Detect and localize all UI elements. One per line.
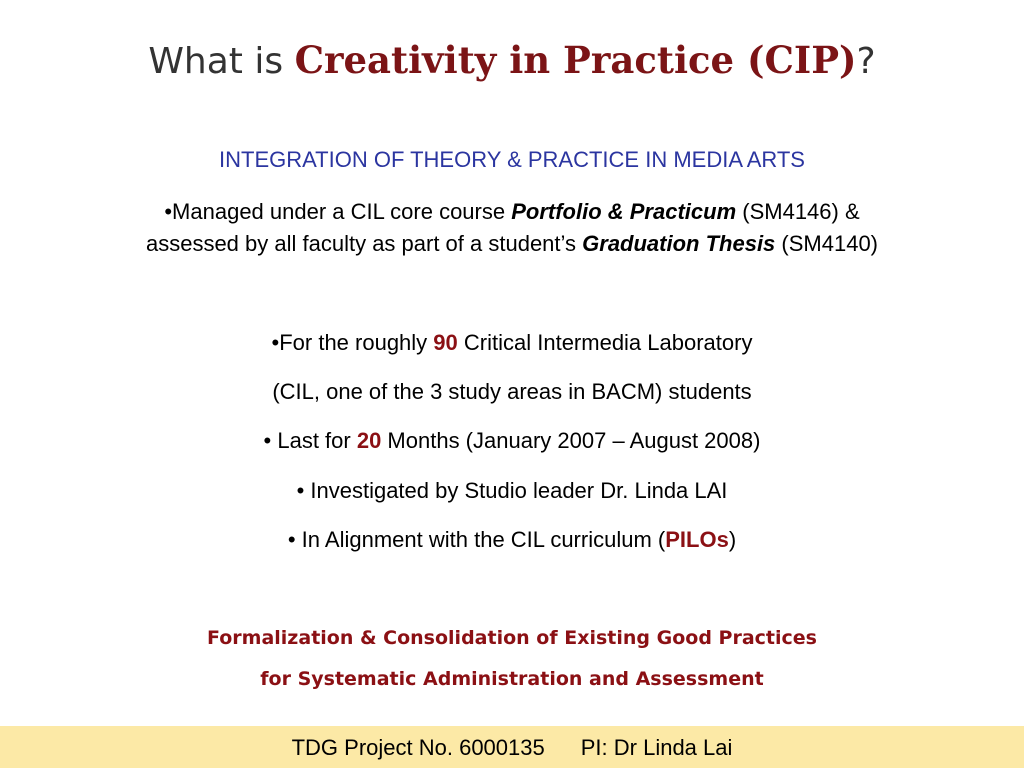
closing-line-1: Formalization & Consolidation of Existing Good Practices [207, 627, 817, 649]
slide-title [0, 34, 1024, 88]
pilos-highlight: PILOs [665, 527, 729, 552]
managed-line-1 [20, 196, 1004, 228]
title-suffix: ? [856, 41, 876, 82]
closing-line-2: for Systematic Administration and Assessment [260, 668, 764, 690]
students-number: 90 [433, 330, 458, 355]
managed-text-4: (SM4140) [775, 231, 879, 256]
subtitle: INTEGRATION OF THEORY & PRACTICE IN MEDIA ARTS [219, 147, 805, 172]
footer-bar [0, 726, 1024, 768]
managed-paragraph [20, 196, 1004, 260]
title-prefix: What is [148, 41, 295, 82]
bullet-duration [0, 426, 1024, 456]
students-pre: •For the roughly [271, 330, 434, 355]
bullet-investigator: • Investigated by Studio leader Dr. Linda LAI [296, 478, 728, 503]
alignment-pre: • In Alignment with the CIL curriculum ( [287, 527, 666, 552]
footer-pi: PI: Dr Linda Lai [580, 735, 733, 760]
thesis-name: Graduation Thesis [582, 231, 776, 256]
bullet-students-cont: (CIL, one of the 3 study areas in BACM) students [272, 379, 752, 404]
duration-post: Months (January 2007 – August 2008) [381, 428, 761, 453]
duration-number: 20 [356, 428, 382, 453]
course-name: Portfolio & Practicum [511, 199, 737, 224]
footer-project: TDG Project No. 6000135 [291, 735, 545, 760]
duration-pre: • Last for [263, 428, 357, 453]
bullet-students [0, 328, 1024, 358]
bullet-alignment [0, 525, 1024, 555]
managed-line-2 [20, 228, 1004, 260]
alignment-post: ) [728, 527, 737, 552]
managed-text-1: •Managed under a CIL core course [164, 199, 512, 224]
students-post: Critical Intermedia Laboratory [457, 330, 753, 355]
managed-text-2: (SM4146) & [736, 199, 860, 224]
title-main: Creativity in Practice (CIP) [294, 38, 857, 82]
managed-text-3: assessed by all faculty as part of a student’s [145, 231, 583, 256]
